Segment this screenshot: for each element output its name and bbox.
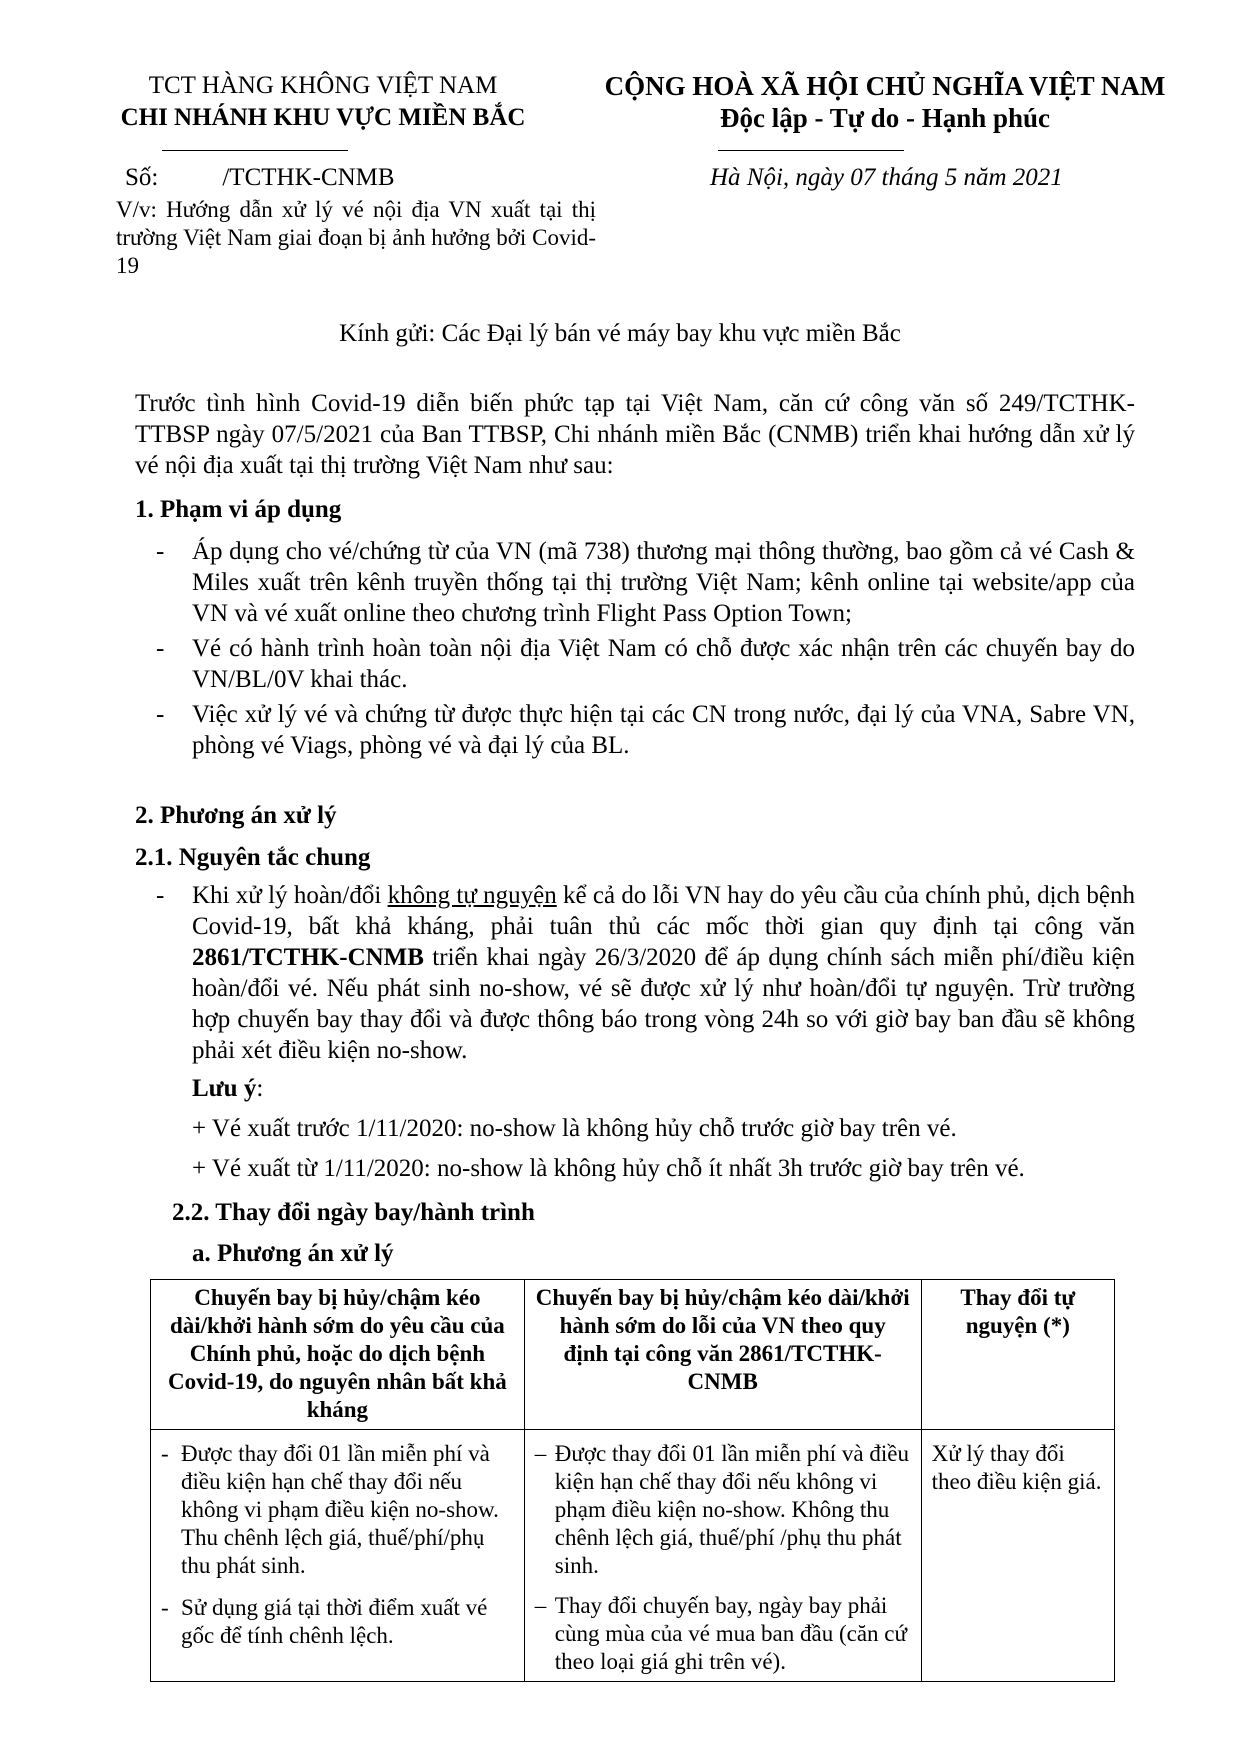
document-number-value: /TCTHK-CNMB bbox=[222, 164, 395, 191]
section-2-2-title: 2.2. Thay đổi ngày bay/hành trình bbox=[172, 1199, 535, 1226]
note-item: + Vé xuất trước 1/11/2020: no-show là không hủy chỗ trước giờ bay trên vé. bbox=[192, 1115, 957, 1142]
motto: Độc lập - Tự do - Hạnh phúc bbox=[719, 103, 1051, 133]
note-heading: Lưu ý: bbox=[192, 1075, 264, 1102]
country-name: CỘNG HOÀ XÃ HỘI CHỦ NGHĨA VIỆT NAM bbox=[604, 71, 1166, 101]
cell-list-item: – Được thay đổi 01 lần miễn phí và điều kiện hạn chế thay đổi nếu không vi phạm điều kiện no-show. Không thu chênh lệch giá, thuế/phí /phụ thu phát sinh. bbox=[534, 1441, 909, 1578]
issuer-branch: CHI NHÁNH KHU VỰC MIỀN BẮC bbox=[120, 104, 526, 131]
reference-document-code: 2861/TCTHK-CNMB bbox=[192, 944, 424, 971]
handling-table bbox=[150, 1279, 1115, 1682]
list-item: - Khi xử lý hoàn/đổi không tự nguyện kể cả do lỗi VN hay do yêu cầu của chính phủ, dịch bệnh Covid-19, bất khả kháng, phải tuân thủ các mốc thời gian quy định tại công văn 2861/TCTHK-CNMB triển khai ngày 26/3/2020 để áp dụng chính sách miễn phí/điều kiện hoàn/đổi vé. Nếu phát sinh no-show, vé sẽ được xử lý như hoàn/đổi tự nguyện. Trừ trường hợp chuyến bay thay đổi và được thông báo trong vòng 24h so với giờ bay ban đầu sẽ không phải xét điều kiện no-show. bbox=[156, 882, 1136, 1064]
table-row bbox=[151, 1430, 1115, 1682]
national-motto-block bbox=[590, 70, 1180, 134]
list-item: - Áp dụng cho vé/chứng từ của VN (mã 738) thương mại thông thường, bao gồm cả vé Cash & Miles xuất trên kênh truyền thống tại thị trường Việt Nam; kênh online tại website/app của VN và vé xuất online theo chương trình Flight Pass Option Town; bbox=[156, 538, 1135, 627]
issuer-block bbox=[92, 70, 554, 134]
cell-text: Xử lý thay đổi theo điều kiện giá. bbox=[931, 1441, 1102, 1494]
section-2-title: 2. Phương án xử lý bbox=[135, 802, 337, 829]
intro-paragraph: Trước tình hình Covid-19 diễn biến phức tạp tại Việt Nam, căn cứ công văn số 249/TCTHK-TTBSP ngày 07/5/2021 của Ban TTBSP, Chi nhánh miền Bắc (CNMB) triển khai hướng dẫn xử lý vé nội địa xuất tại thị trường Việt Nam như sau: bbox=[135, 390, 1135, 479]
document-subject: V/v: Hướng dẫn xử lý vé nội địa VN xuất tại thị trường Việt Nam giai đoạn bị ảnh hưởng bởi Covid-19 bbox=[116, 197, 596, 278]
document-number bbox=[125, 162, 395, 194]
underlined-phrase: không tự nguyện bbox=[387, 882, 557, 909]
section-2-1-title: 2.1. Nguyên tắc chung bbox=[135, 844, 371, 871]
list-item: - Việc xử lý vé và chứng từ được thực hiện tại các CN trong nước, đại lý của VNA, Sabre VN, phòng vé Viags, phòng vé và đại lý của BL. bbox=[156, 701, 1135, 759]
section-1-title: 1. Phạm vi áp dụng bbox=[135, 496, 342, 523]
cell-list-item: - Được thay đổi 01 lần miễn phí và điều kiện hạn chế thay đổi nếu không vi phạm điều kiện no-show. Thu chênh lệch giá, thuế/phí/phụ thu phát sinh. bbox=[161, 1441, 499, 1578]
cell-list-item: – Thay đổi chuyến bay, ngày bay phải cùng mùa của vé mua ban đầu (căn cứ theo loại giá ghi trên vé). bbox=[534, 1593, 907, 1674]
section-1-list bbox=[156, 536, 1135, 761]
table-header-row bbox=[151, 1280, 1115, 1430]
cell-list-item: - Sử dụng giá tại thời điểm xuất vé gốc để tính chênh lệch. bbox=[161, 1595, 488, 1648]
issuer-parent-org: TCT HÀNG KHÔNG VIỆT NAM bbox=[148, 72, 498, 99]
table-header-cell: Chuyến bay bị hủy/chậm kéo dài/khởi hành sớm do yêu cầu của Chính phủ, hoặc do dịch bệnh Covid-19, do nguyên nhân bất khả kháng bbox=[151, 1280, 525, 1430]
section-2-1-list bbox=[156, 880, 1136, 1066]
table-cell bbox=[921, 1430, 1114, 1682]
table-cell bbox=[151, 1430, 525, 1682]
issuer-underline bbox=[162, 150, 348, 151]
recipient-line: Kính gửi: Các Đại lý bán vé máy bay khu vực miền Bắc bbox=[339, 320, 901, 347]
table-header-cell: Thay đổi tự nguyện (*) bbox=[921, 1280, 1114, 1430]
table-cell bbox=[524, 1430, 921, 1682]
list-item: - Vé có hành trình hoàn toàn nội địa Việt Nam có chỗ được xác nhận trên các chuyến bay do VN/BL/0V khai thác. bbox=[156, 635, 1135, 693]
section-2-2-a-title: a. Phương án xử lý bbox=[192, 1240, 394, 1267]
motto-underline bbox=[718, 150, 904, 151]
document-number-label: Số: bbox=[125, 164, 159, 191]
table-header-cell: Chuyến bay bị hủy/chậm kéo dài/khởi hành sớm do lỗi của VN theo quy định tại công văn 2861/TCTHK-CNMB bbox=[524, 1280, 921, 1430]
note-item: + Vé xuất từ 1/11/2020: no-show là không hủy chỗ ít nhất 3h trước giờ bay trên vé. bbox=[192, 1155, 1025, 1182]
document-date: Hà Nội, ngày 07 tháng 5 năm 2021 bbox=[710, 164, 1063, 191]
